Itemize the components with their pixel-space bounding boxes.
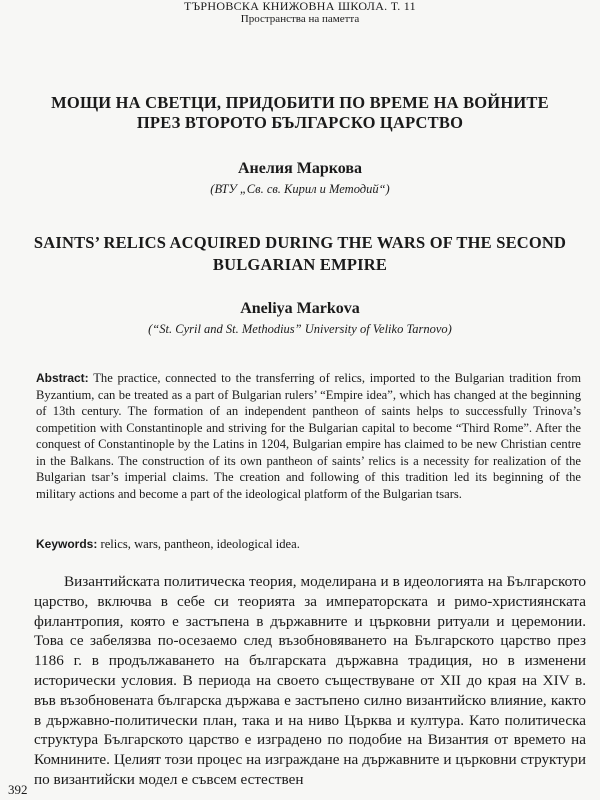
keywords [36,536,581,552]
page-number: 392 [8,782,28,797]
keywords-text: relics, wars, pantheon, ideological idea. [100,537,300,551]
article-title-bulgarian: МОЩИ НА СВЕТЦИ, ПРИДОБИТИ ПО ВРЕМЕ НА ВОЙНИТЕ ПРЕЗ ВТОРОТО БЪЛГАРСКО ЦАРСТВО [51,93,549,132]
article-title-english: SAINTS’ RELICS ACQUIRED DURING THE WARS OF THE SECOND BULGARIAN EMPIRE [33,233,567,274]
author-affiliation-bulgarian: (ВТУ „Св. св. Кирил и Методий“) [210,182,390,196]
abstract-text: The practice, connected to the transferring of relics, imported to the Bulgarian tradition from Byzantium, can be treated as a part of Bulgarian rulers’ “Empire idea”, which has changed at the beginning of 13th century. The formation of an independent pantheon of saints helps to successfully Trinova’s competition with Constantinople and striving for the Bulgarian capital to become “Third Rome”. After the conquest of Constantinople by the Latins in 1204, Bulgarian empire has claimed to be new Christian centre in the Balkans. The construction of its own pantheon of saints’ relics is a necessity for realization of the Bulgarian tsar’s imperial claims. The creation and following of this tradition led its beginning of the military actions and become a part of the ideological platform of the Bulgarian tsars. [36,371,581,501]
running-title: ТЪРНОВСКА КНИЖОВНА ШКОЛА. Т. 11 [184,0,416,13]
abstract-label: Abstract: [36,371,89,385]
body-paragraph: Византийската политическа теория, моделирана и в идеологията на Българското царство, включва в себе си теорията за императорската и римо-християнската филантропия, която е застъпена в държавните и църковни ритуали и церемонии. Това се забелязва по-осезаемо след възобновяването на Българското царство през 1186 г. в продължаването на българската държавна традиция, но в изменени исторически условия. В периода на своето съществуване от XII до края на XIV в. във възобновената българска държава е застъпено силно византийско влияние, както в държавно-политически план, така и на ниво Църква и култура. Като политическа структура Българското царство е изградено по подобие на Византия от времето на Комнините. Целият този процес на изграждане на държавните и църковни структури по византийски модел е съвсем естествен [34,573,586,788]
keywords-label: Keywords: [36,537,98,551]
abstract [36,370,581,502]
author-affiliation-english: (“St. Cyril and St. Methodius” University of Veliko Tarnovo) [148,322,452,336]
author-name-english: Aneliya Markova [240,300,360,317]
running-subtitle: Пространства на паметта [240,13,360,25]
author-name-bulgarian: Анелия Маркова [238,160,362,177]
